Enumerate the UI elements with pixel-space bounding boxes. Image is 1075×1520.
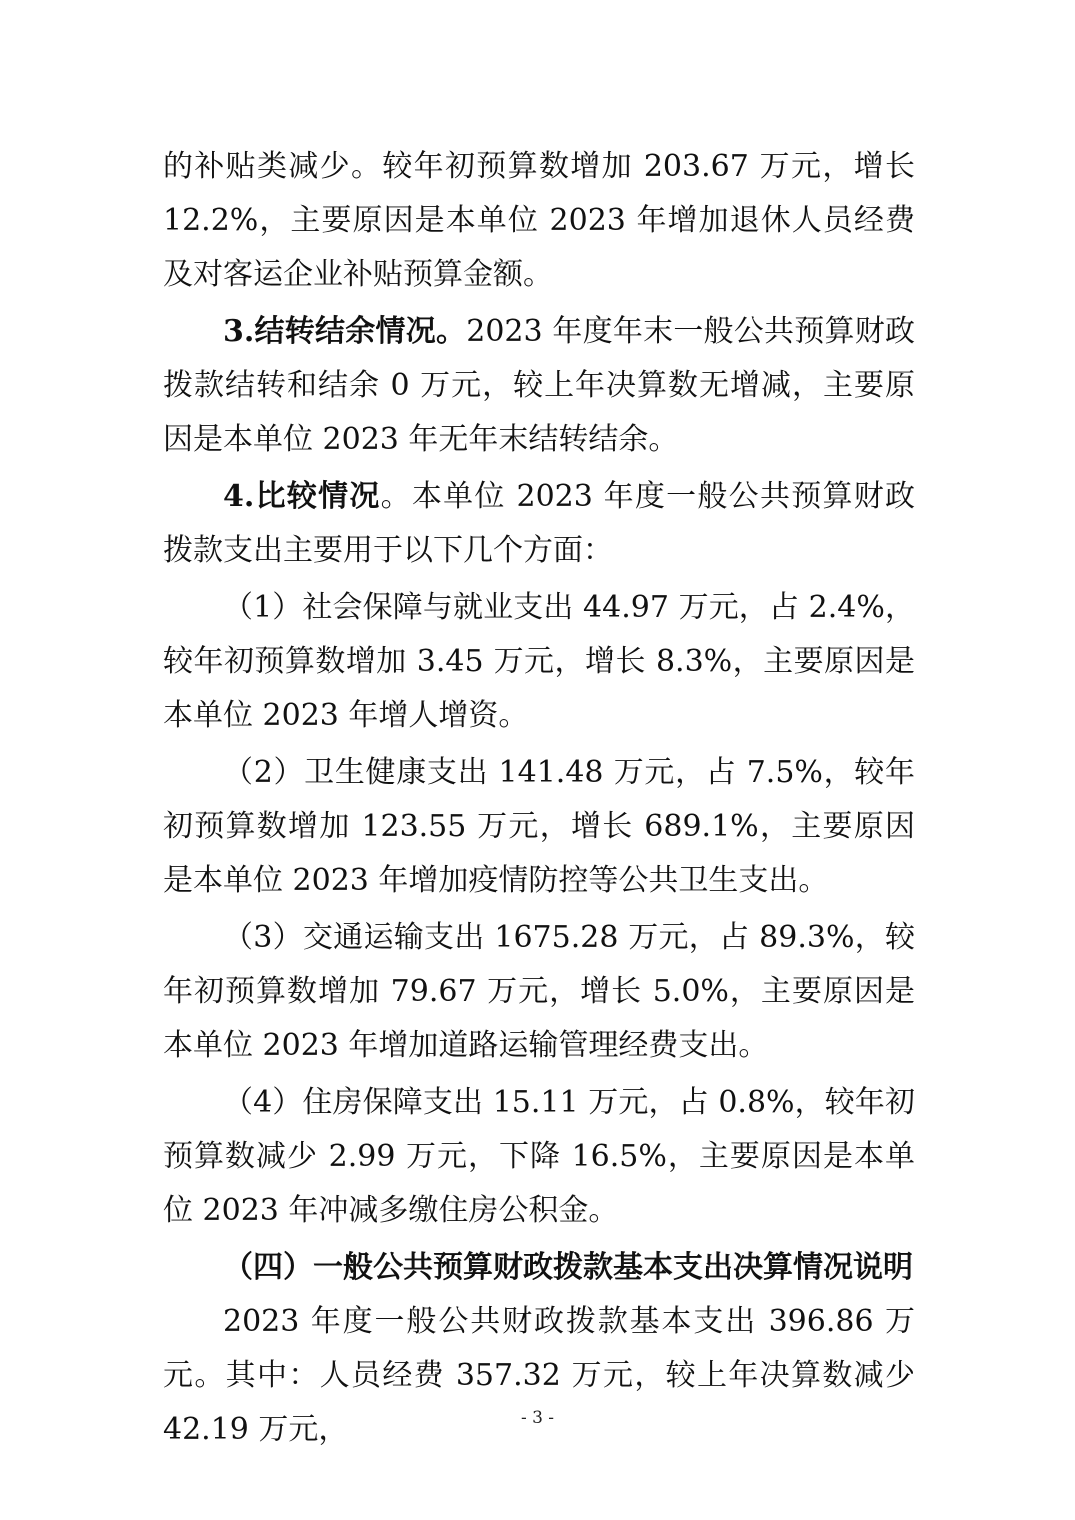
paragraph-text: 的补贴类减少。较年初预算数增加 203.67 万元，增长 12.2%，主要原因是本单位 2023 年增加退休人员经费及对客运企业补贴预算金额。 <box>163 149 915 292</box>
paragraph-subsidy <box>163 140 915 302</box>
list-item-transport <box>163 911 915 1073</box>
paragraph-text: 2023 年度年末一般公共预算财政拨款结转和结余 0 万元，较上年决算数无增减，主要原因是本单位 2023 年无年末结转结余。 <box>163 314 915 457</box>
paragraph-basic-expenditure <box>163 1295 915 1457</box>
list-item-health <box>163 746 915 908</box>
list-item-text: （4）住房保障支出 15.11 万元，占 0.8%，较年初预算数减少 2.99 万元，下降 16.5%，主要原因是本单位 2023 年冲减多缴住房公积金。 <box>163 1085 915 1228</box>
list-item-text: （2）卫生健康支出 141.48 万元，占 7.5%，较年初预算数增加 123.55 万元，增长 689.1%，主要原因是本单位 2023 年增加疫情防控等公共卫生支出。 <box>163 755 915 898</box>
list-item-text: （3）交通运输支出 1675.28 万元，占 89.3%，较年初预算数增加 79.67 万元，增长 5.0%，主要原因是本单位 2023 年增加道路运输管理经费支出。 <box>163 920 915 1063</box>
section-label: 3.结转结余情况。 <box>223 314 467 349</box>
list-item-housing <box>163 1076 915 1238</box>
paragraph-text: 。本单位 2023 年度一般公共预算财政拨款支出主要用于以下几个方面： <box>163 479 915 568</box>
document-body <box>163 140 915 1457</box>
paragraph-comparison <box>163 470 915 578</box>
list-item-text: （1）社会保障与就业支出 44.97 万元，占 2.4%，较年初预算数增加 3.45 万元，增长 8.3%，主要原因是本单位 2023 年增人增资。 <box>163 590 915 733</box>
paragraph-text: 2023 年度一般公共财政拨款基本支出 396.86 万元。其中：人员经费 357.32 万元，较上年决算数减少 42.19 万元， <box>163 1304 915 1447</box>
page-number: - 3 - <box>520 1408 555 1428</box>
paragraph-carryover <box>163 305 915 467</box>
section-label: 4.比较情况 <box>223 479 381 514</box>
section-heading: （四）一般公共预算财政拨款基本支出决算情况说明 <box>223 1250 913 1285</box>
list-item-social-security <box>163 581 915 743</box>
